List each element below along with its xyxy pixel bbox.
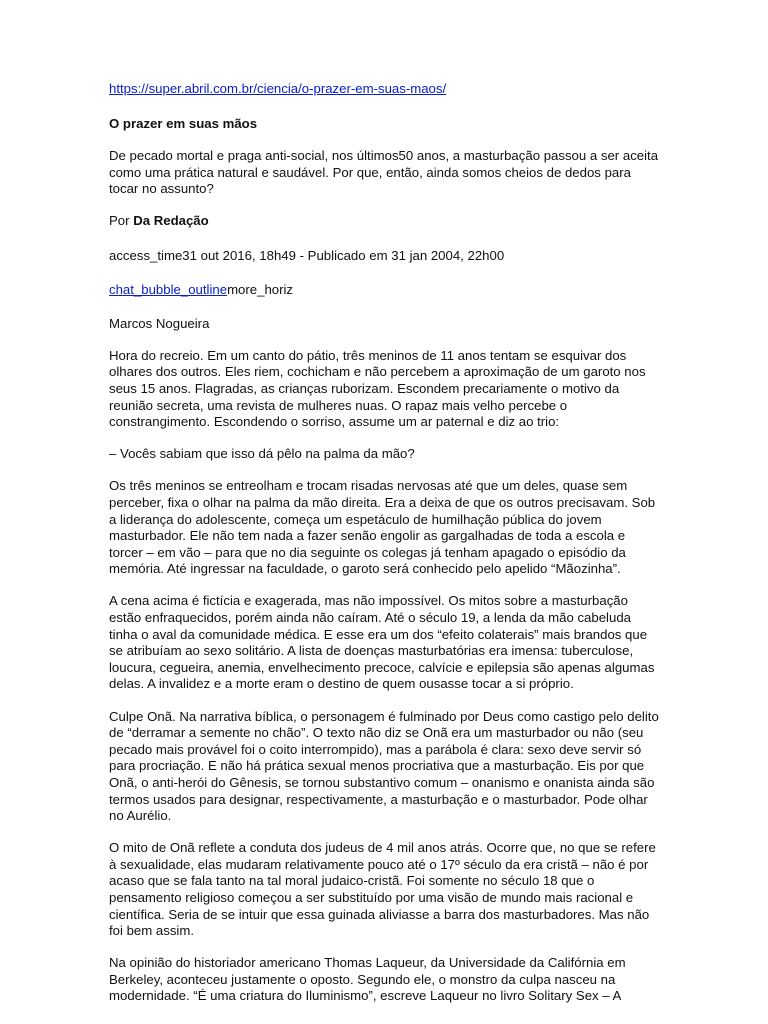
body-paragraph: Na opinião do historiador americano Thomas Laqueur, da Universidade da Califórnia em Berkeley, aconteceu justamente o oposto. Segundo ele, o monstro da culpa nasceu na modernidade. “É uma criatura do Iluminismo”, escreve Laqueur no livro Solitary Sex – A <box>109 955 626 1004</box>
byline-author: Da Redação <box>133 213 209 229</box>
article-page <box>109 81 659 1021</box>
article-title: O prazer em suas mãos <box>109 116 258 132</box>
body-paragraph: A cena acima é fictícia e exagerada, mas não impossível. Os mitos sobre a masturbação estão enfraquecidos, porém ainda não caíram. Até o século 19, a lenda da mão cabeluda tinha o aval da comunidade médica. E esse era um dos “efeito colaterais” mais brandos que se atribuíam ao sexo solitário. A lista de doenças masturbatórias era imensa: tuberculose, loucura, cegueira, anemia, envelhecimento precoce, calvície e epilepsia são apenas algumas delas. A invalidez e a morte eram o destino de quem ousasse tocar a si próprio. <box>109 593 655 692</box>
body-paragraph: O mito de Onã reflete a conduta dos judeus de 4 mil anos atrás. Ocorre que, no que se refere à sexualidade, elas mudaram relativamente pouco até o 17º século da era cristã – não é por acaso que se fala tanto na tal moral judaico-cristã. Foi somente no século 18 que o pensamento religioso começou a ser substituído por uma visão de mundo mais racional e científica. Seria de se intuir que essa guinada aliviasse a barra dos masturbadores. Mas não foi bem assim. <box>109 840 656 939</box>
body-paragraph: – Vocês sabiam que isso dá pêlo na palma da mão? <box>109 446 415 462</box>
body-paragraph: Culpe Onã. Na narrativa bíblica, o personagem é fulminado por Deus como castigo pelo delito de “derramar a semente no chão”. O texto não diz se Onã era um masturbador ou não (seu pecado mais provável foi o coito interrompido), mas a parábola é clara: sexo deve servir só para procriação. E não há prática sexual menos procriativa que a masturbação. Eis por que Onã, o anti-herói do Gênesis, se tornou substantivo comum – onanismo e onanista ainda são termos usados para designar, respectivamente, a masturbação e o masturbador. Pode olhar no Aurélio. <box>109 708 659 824</box>
byline <box>109 213 659 230</box>
action-row <box>109 280 659 299</box>
source-link-row <box>109 81 659 98</box>
source-link[interactable]: https://super.abril.com.br/ciencia/o-prazer-em-suas-maos/ <box>109 81 447 96</box>
photo-credit: Marcos Nogueira <box>109 315 210 331</box>
more-icon[interactable]: more_horiz <box>227 281 294 297</box>
comment-icon[interactable]: chat_bubble_outline <box>109 281 228 297</box>
timestamp: access_time31 out 2016, 18h49 - Publicado em 31 jan 2004, 22h00 <box>109 247 505 263</box>
byline-prefix: Por <box>109 213 130 229</box>
body-paragraph: Os três meninos se entreolham e trocam risadas nervosas até que um deles, quase sem perceber, fixa o olhar na palma da mão direita. Era a deixa de que os outros precisavam. Sob a liderança do adolescente, começa um espetáculo de humilhação pública do jovem masturbador. Ele não tem nada a fazer senão engolir as gargalhadas de toda a escola e torcer – em vão – para que no dia seguinte os colegas já tenham apagado o episódio da memória. Até ingressar na faculdade, o garoto será conhecido pelo apelido “Mãozinha”. <box>109 478 656 577</box>
body-paragraph: Hora do recreio. Em um canto do pátio, três meninos de 11 anos tentam se esquivar dos olhares dos outros. Eles riem, cochicham e não percebem a aproximação de um garoto nos seus 15 anos. Flagradas, as crianças ruborizam. Escondem precariamente o motivo da reunião secreta, uma revista de mulheres nuas. O rapaz mais velho percebe o constrangimento. Escondendo o sorriso, assume um ar paternal e diz ao trio: <box>109 347 646 430</box>
article-subtitle: De pecado mortal e praga anti-social, nos últimos50 anos, a masturbação passou a ser aceita como uma prática natural e saudável. Por que, então, ainda somos cheios de dedos para tocar no assunto? <box>109 148 659 197</box>
